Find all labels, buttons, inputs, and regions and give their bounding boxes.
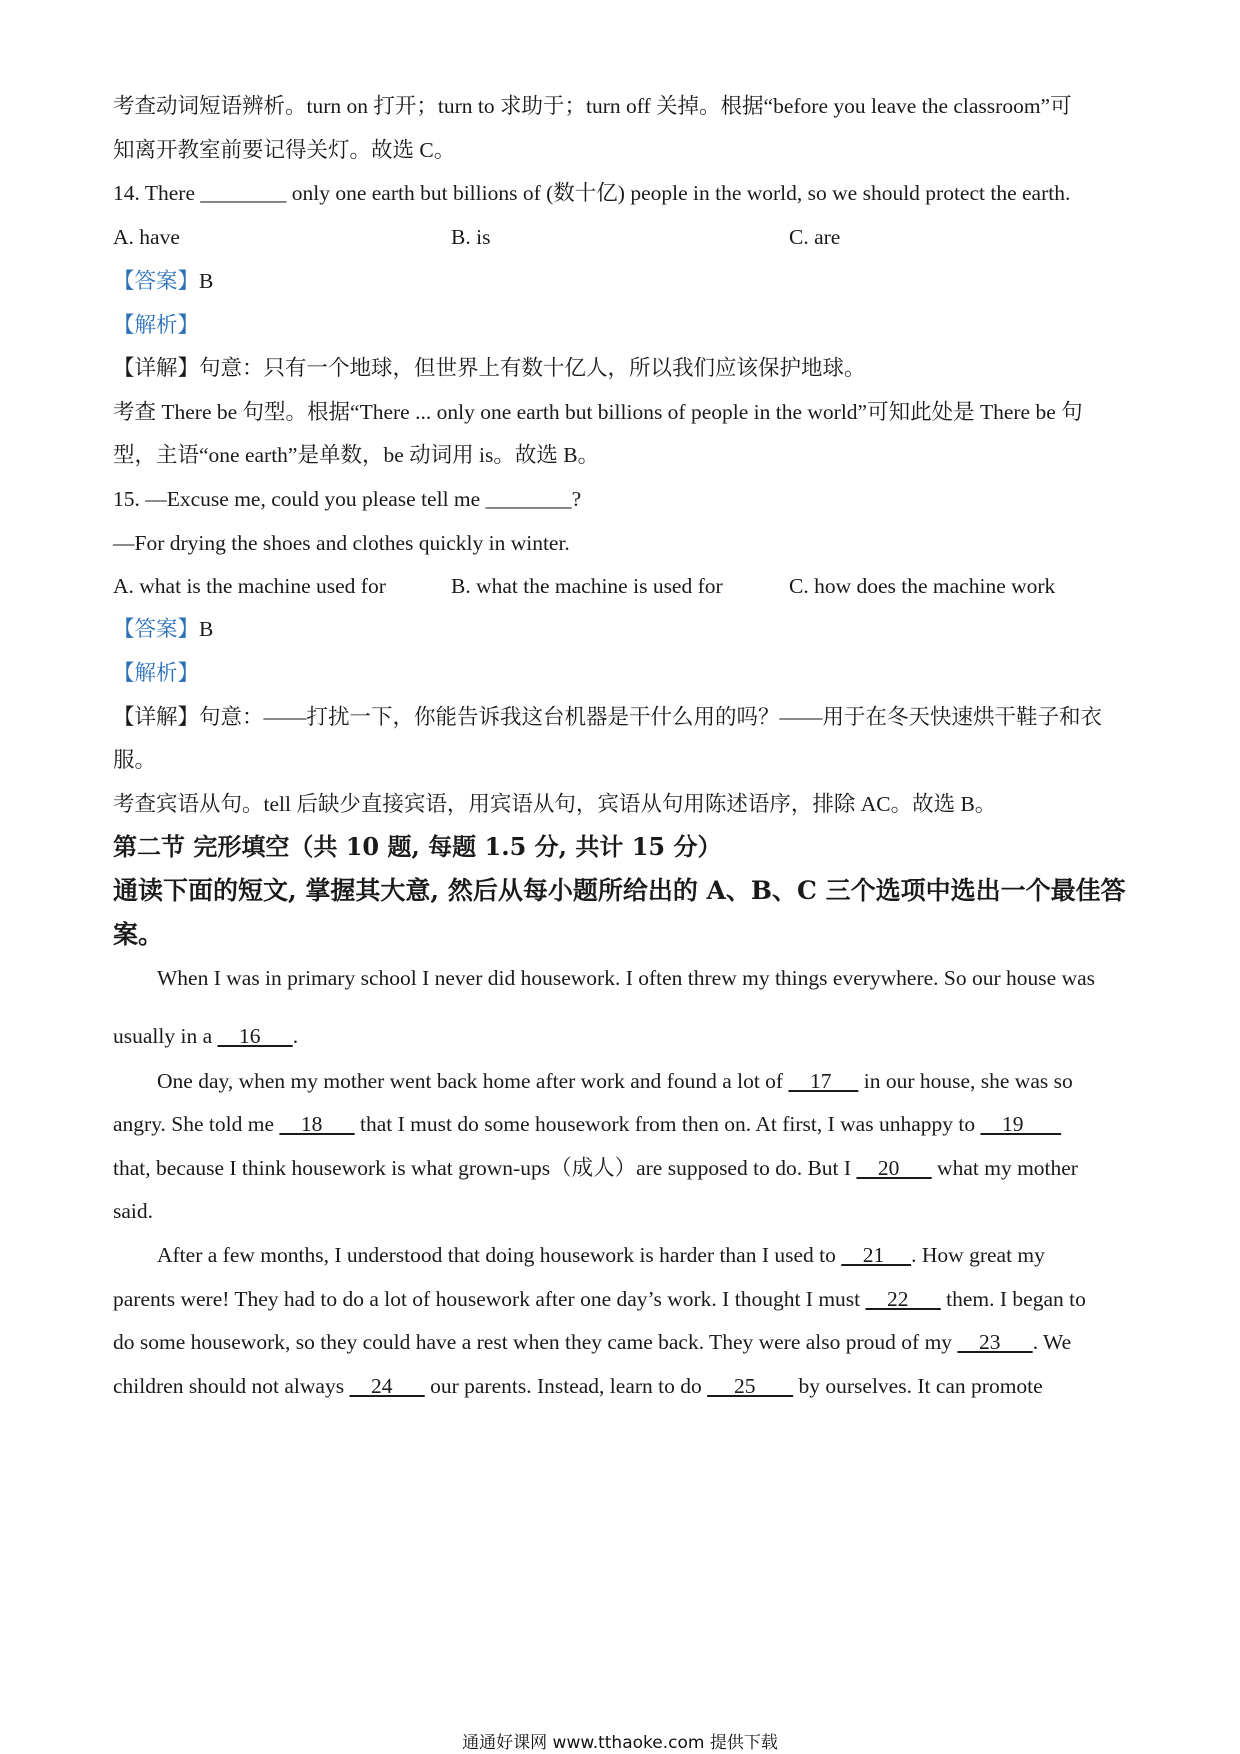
- passage-text: that I must do some housework from then on. At first, I was unhappy to: [354, 1112, 981, 1136]
- passage-text: parents were! They had to do a lot of housework after one day’s work. I thought I must: [113, 1287, 866, 1311]
- blank-21: 21: [841, 1243, 912, 1267]
- passage-line: [113, 1022, 298, 1050]
- passage-line: [113, 1110, 1061, 1138]
- blank-18: 18: [279, 1112, 355, 1136]
- passage-line: [113, 1154, 1078, 1182]
- blank-19: 19: [980, 1112, 1062, 1136]
- instruction-line: 案。: [113, 920, 164, 949]
- text-line: 考查动词短语辨析。turn on 打开；turn to 求助于；turn off 关掉。根据“before you leave the classroom”可: [113, 94, 1072, 118]
- passage-line: [113, 1372, 1043, 1400]
- detail-line: [113, 703, 1102, 731]
- passage-text: .: [292, 1024, 299, 1048]
- q15-option-c: C. how does the machine work: [789, 574, 1056, 598]
- analysis-label: 【解析】: [113, 313, 200, 337]
- question-15: 15. —Excuse me, could you please tell me ________?: [113, 487, 582, 511]
- detail-line: [113, 354, 866, 382]
- question-15-reply: —For drying the shoes and clothes quickly in winter.: [113, 531, 570, 555]
- passage-line: said.: [113, 1199, 154, 1223]
- text-line: 考查宾语从句。tell 后缺少直接宾语，用宾语从句，宾语从句用陈述语序，排除 AC。故选 B。: [113, 792, 997, 816]
- answer-line: [113, 267, 213, 295]
- answer-label: 【答案】: [113, 269, 200, 293]
- blank-20: 20: [856, 1156, 932, 1180]
- blank-22: 22: [865, 1287, 941, 1311]
- passage-text: by ourselves. It can promote: [793, 1374, 1043, 1398]
- detail-label: 【详解】: [113, 705, 200, 729]
- instruction-line: 通读下面的短文, 掌握其大意, 然后从每小题所给出的 A、B、C 三个选项中选出一个最佳答: [113, 876, 1126, 905]
- passage-text: angry. She told me: [113, 1112, 280, 1136]
- passage-text: After a few months, I understood that doing housework is harder than I used to: [157, 1243, 842, 1267]
- blank-24: 24: [349, 1374, 425, 1398]
- detail-label: 【详解】: [113, 356, 200, 380]
- q14-option-a: A. have: [113, 225, 180, 249]
- question-14: 14. There ________ only one earth but billions of (数十亿) people in the world, so we should protect the earth.: [113, 181, 1071, 205]
- q14-option-b: B. is: [451, 225, 491, 249]
- answer-value: B: [199, 617, 214, 641]
- blank-17: 17: [788, 1069, 859, 1093]
- passage-text: that, because I think housework is what grown-ups（成人）are supposed to do. But I: [113, 1156, 857, 1180]
- answer-line: [113, 615, 213, 643]
- passage-text: what my mother: [931, 1156, 1078, 1180]
- passage-text: our parents. Instead, learn to do: [424, 1374, 708, 1398]
- answer-value: B: [199, 269, 214, 293]
- passage-text: children should not always: [113, 1374, 350, 1398]
- text-line: 考查 There be 句型。根据“There ... only one earth but billions of people in the world”可知此处是 There be 句: [113, 400, 1083, 424]
- text-line: 型，主语“one earth”是单数，be 动词用 is。故选 B。: [113, 443, 600, 467]
- detail-text: 句意：只有一个地球，但世界上有数十亿人，所以我们应该保护地球。: [199, 356, 866, 380]
- blank-25: 25: [707, 1374, 794, 1398]
- passage-line: [157, 1067, 1073, 1095]
- passage-line: [113, 1328, 1071, 1356]
- passage-text: them. I began to: [940, 1287, 1086, 1311]
- text-line: 知离开教室前要记得关灯。故选 C。: [113, 138, 456, 162]
- passage-text: do some housework, so they could have a rest when they came back. They were also proud of my: [113, 1330, 958, 1354]
- analysis-label: 【解析】: [113, 661, 200, 685]
- passage-line: When I was in primary school I never did housework. I often threw my things everywhere. So our house was: [157, 966, 1096, 990]
- footer-text: 通通好课网 www.tthaoke.com 提供下载: [462, 1733, 778, 1753]
- detail-text: 句意：——打扰一下，你能告诉我这台机器是干什么用的吗？——用于在冬天快速烘干鞋子和衣: [199, 705, 1103, 729]
- passage-text: One day, when my mother went back home after work and found a lot of: [157, 1069, 789, 1093]
- q14-option-c: C. are: [789, 225, 841, 249]
- passage-text: . How great my: [911, 1243, 1045, 1267]
- text-line: 服。: [113, 748, 157, 772]
- q15-option-b: B. what the machine is used for: [451, 574, 723, 598]
- answer-label: 【答案】: [113, 617, 200, 641]
- section-heading: 第二节 完形填空（共 10 题, 每题 1.5 分, 共计 15 分）: [113, 832, 722, 861]
- passage-line: [157, 1241, 1045, 1269]
- passage-text: in our house, she was so: [858, 1069, 1073, 1093]
- blank-23: 23: [957, 1330, 1033, 1354]
- q15-option-a: A. what is the machine used for: [113, 574, 386, 598]
- passage-text: usually in a: [113, 1024, 218, 1048]
- passage-text: . We: [1032, 1330, 1072, 1354]
- blank-16: 16: [217, 1024, 293, 1048]
- passage-line: [113, 1285, 1086, 1313]
